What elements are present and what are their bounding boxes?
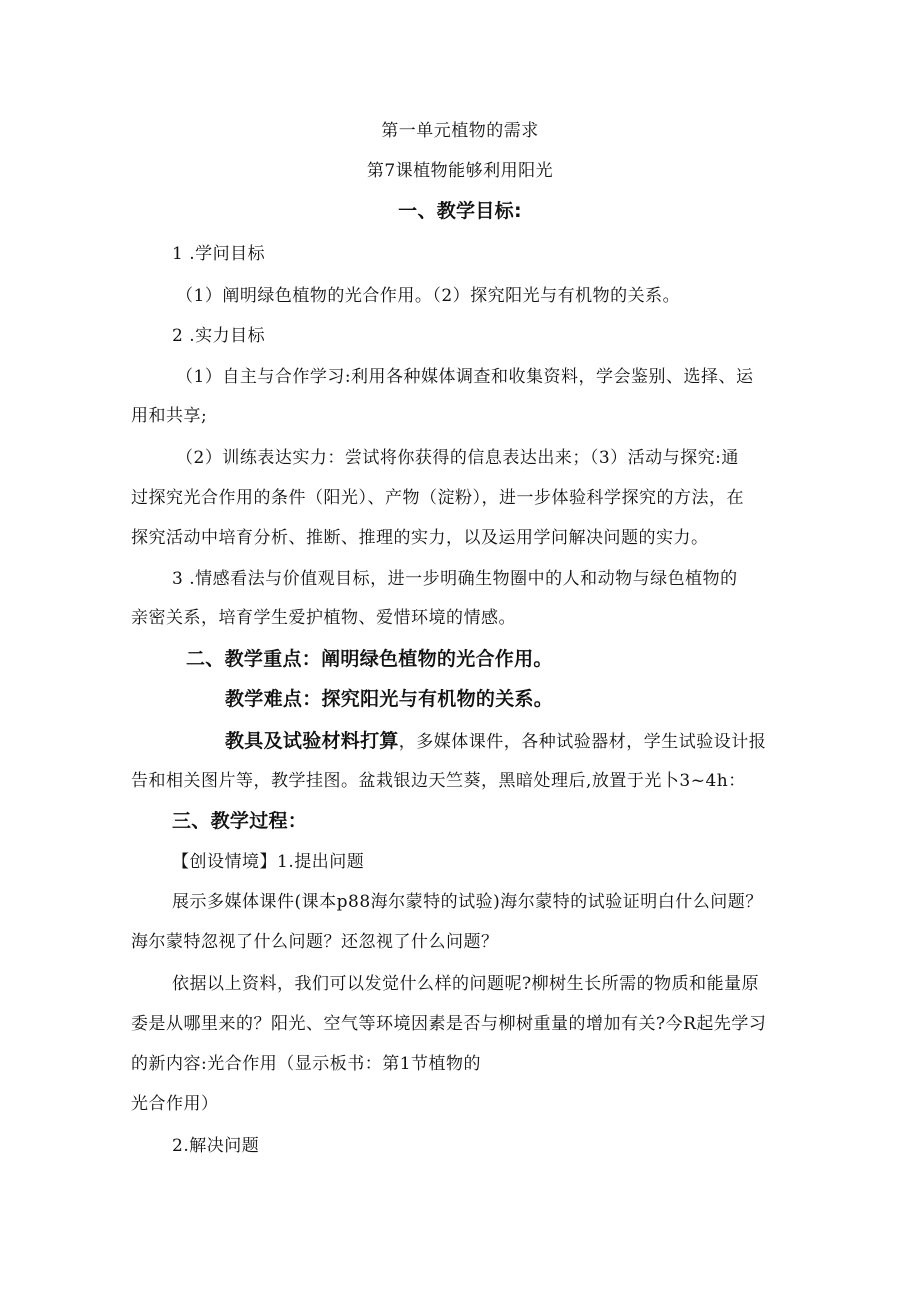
materials-line1 (225, 730, 766, 753)
basis-line4: 光合作用） (131, 1094, 219, 1114)
emotion-goal-line2: 亲密关系，培育学生爱护植物、爱惜环境的情感。 (131, 608, 516, 628)
basis-line3: 的新内容:光合作用（显示板书：第1节植物的 (131, 1054, 482, 1074)
ability-goal-item2-line3: 探究活动中培育分析、推断、推理的实力，以及运用学问解决问题的实力。 (131, 528, 709, 548)
ability-goal-item1-line1: （1）自主与合作学习:利用各种媒体调查和收集资料，学会鉴别、选择、运 (176, 367, 754, 387)
section-heading-objectives: 一、教学目标: (398, 200, 522, 222)
materials-label: 教具及试验材料打算 (225, 730, 399, 752)
lesson-title: 第7课植物能够利用阳光 (366, 161, 554, 181)
materials-text: ，多媒体课件，各种试验器材，学生试验设计报 (398, 732, 767, 752)
show-courseware-line2: 海尔蒙特忽视了什么问题？还忽视了什么问题？ (131, 932, 499, 952)
basis-line2: 委是从哪里来的？阳光、空气等环境因素是否与柳树重量的增加有关?今R起先学习 (131, 1014, 767, 1034)
solve-problem-line: 2.解决问题 (172, 1136, 260, 1156)
create-scenario-line: 【创设情境】1.提出问题 (172, 852, 365, 872)
emotion-goal-line1: 3 .情感看法与价值观目标，进一步明确生物圈中的人和动物与绿色植物的 (172, 569, 738, 589)
knowledge-goal-text: （1）阐明绿色植物的光合作用。（2）探究阳光与有机物的关系。 (176, 286, 681, 306)
teaching-difficulty: 教学难点：探究阳光与有机物的关系。 (225, 688, 554, 710)
basis-line1: 依据以上资料，我们可以发觉什么样的问题呢?柳树生长所需的物质和能量原 (172, 974, 760, 994)
ability-goal-item2-line2: 过探究光合作用的条件（阳光）、产物（淀粉），进一步体验科学探究的方法，在 (131, 488, 744, 508)
ability-goal-item2-line1: （2）训练表达实力：尝试将你获得的信息表达出来；（3）活动与探究:通 (176, 448, 739, 468)
ability-goal-heading: 2 .实力目标 (172, 326, 266, 346)
materials-line2: 告和相关图片等，教学挂图。盆栽银边天竺葵，黑暗处理后,放置于光卜3~4h： (131, 771, 746, 791)
unit-title: 第一单元植物的需求 (381, 121, 539, 141)
show-courseware-line1: 展示多媒体课件(课本p88海尔蒙特的试验)海尔蒙特的试验证明白什么问题？ (172, 892, 763, 912)
ability-goal-item1-line2: 用和共享; (131, 406, 208, 426)
knowledge-goal-heading: 1 .学问目标 (172, 244, 266, 264)
section-heading-key-point: 二、教学重点：阐明绿色植物的光合作用。 (186, 648, 553, 670)
section-heading-process: 三、教学过程： (172, 810, 308, 832)
